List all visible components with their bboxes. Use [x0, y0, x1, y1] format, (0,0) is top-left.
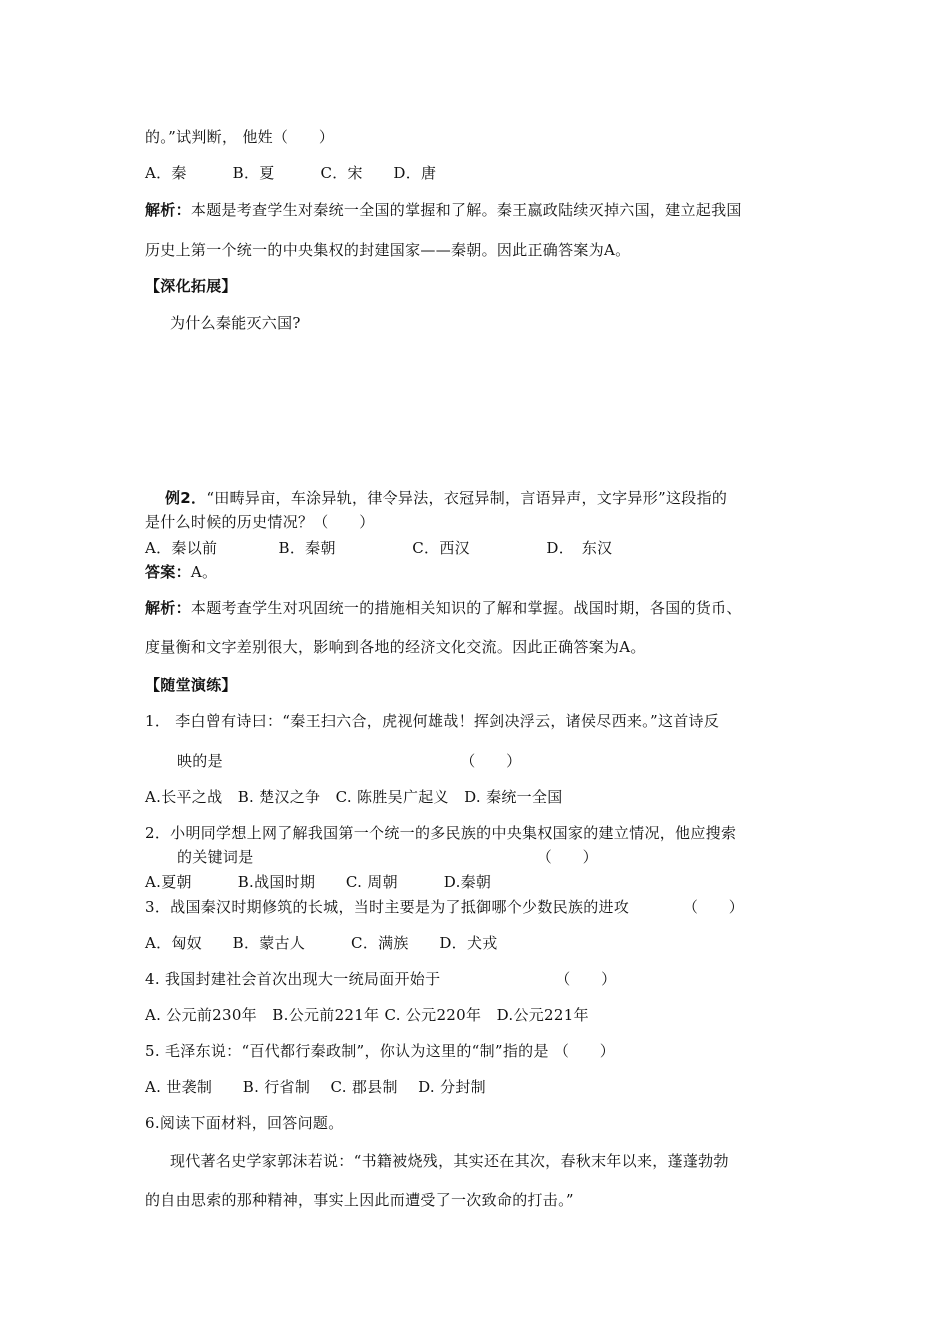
q2-line2: 的关键词是 （ ） [177, 848, 598, 866]
analysis-text: 本题考查学生对巩固统一的措施相关知识的了解和掌握。战国时期，各国的货币、 [190, 599, 742, 617]
ex2-stem-line1 [165, 488, 727, 508]
ex1-analysis-line2: 历史上第一个统一的中央集权的封建国家——秦朝。因此正确答案为A。 [145, 241, 631, 259]
ex2-answer [145, 562, 217, 582]
q6-line1: 6.阅读下面材料，回答问题。 [145, 1114, 344, 1132]
ex2-label: 例2． [165, 489, 207, 507]
q2-line1: 2．小明同学想上网了解我国第一个统一的多民族的中央集权国家的建立情况，他应搜索 [145, 824, 737, 842]
answer-text: A。 [190, 563, 218, 581]
practice-heading: 【随堂演练】 [145, 676, 237, 694]
ex2-stem-line2: 是什么时候的历史情况？（ ） [145, 513, 375, 531]
q4-line1: 4. 我国封建社会首次出现大一统局面开始于 （ ） [145, 970, 617, 988]
q1-options: A.长平之战 B. 楚汉之争 C. 陈胜吴广起义 D. 秦统一全国 [145, 788, 563, 806]
analysis-text: 本题是考查学生对秦统一全国的掌握和了解。秦王嬴政陆续灭掉六国，建立起我国 [190, 201, 742, 219]
ex2-analysis-line2: 度量衡和文字差别很大，影响到各地的经济文化交流。因此正确答案为A。 [145, 638, 646, 656]
q6-quote-line2: 的自由思索的那种精神，事实上因此而遭受了一次致命的打击。” [145, 1191, 574, 1209]
analysis-label: 解析： [145, 599, 191, 617]
answer-label: 答案： [145, 563, 191, 581]
q3-options: A．匈奴 B．蒙古人 C．满族 D．犬戎 [145, 934, 498, 952]
q1-line2: 映的是 （ ） [177, 752, 522, 770]
q3-line1: 3．战国秦汉时期修筑的长城，当时主要是为了抵御哪个少数民族的进攻 （ ） [145, 898, 745, 916]
q1-line1: 1． 李白曾有诗曰：“秦王扫六合，虎视何雄哉！挥剑决浮云，诸侯尽西来。”这首诗反 [145, 712, 720, 730]
extension-heading: 【深化拓展】 [145, 277, 237, 295]
q4-options: A. 公元前230年 B.公元前221年 C. 公元220年 D.公元221年 [145, 1006, 589, 1024]
ex1-analysis-line1 [145, 200, 742, 220]
ex2-options: A．秦以前 B．秦朝 C．西汉 D． 东汉 [145, 539, 613, 557]
analysis-label: 解析： [145, 201, 191, 219]
extension-question: 为什么秦能灭六国? [170, 314, 301, 332]
q5-line1: 5. 毛泽东说：“百代都行秦政制”，你认为这里的“制”指的是 （ ） [145, 1042, 616, 1060]
ex1-stem-end: 的。”试判断， 他姓（ ） [145, 128, 335, 146]
q6-quote-line1: 现代著名史学家郭沫若说：“书籍被烧残，其实还在其次，春秋末年以来，蓬蓬勃勃 [170, 1152, 729, 1170]
q5-options: A. 世袭制 B. 行省制 C. 郡县制 D. 分封制 [145, 1078, 486, 1096]
q2-options: A.夏朝 B.战国时期 C. 周朝 D.秦朝 [145, 873, 492, 891]
ex1-options: A．秦 B．夏 C．宋 D．唐 [145, 164, 437, 182]
ex2-stem-text: “田畴异亩，车涂异轨，律令异法，衣冠异制，言语异声，文字异形”这段指的 [206, 489, 728, 507]
ex2-analysis-line1 [145, 598, 742, 618]
